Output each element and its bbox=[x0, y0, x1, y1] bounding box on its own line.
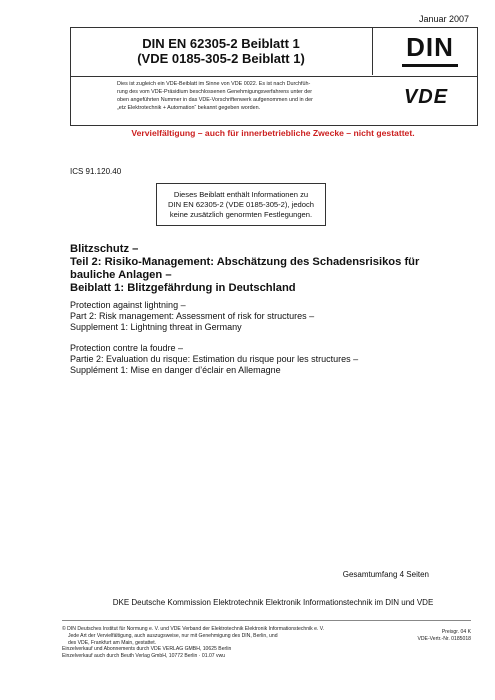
info-box-line: Dieses Beiblatt enthält Informationen zu bbox=[173, 189, 309, 199]
title-french bbox=[70, 343, 476, 376]
vde-order-number: VDE-Vertr.-Nr. 0185018 bbox=[417, 635, 471, 642]
title-german-line: bauliche Anlagen – bbox=[70, 269, 172, 281]
vde-notice-line: oben angeführten Nummer in das VDE-Vorschriftenwerk aufgenommen und in der bbox=[117, 97, 313, 103]
title-english-line: Protection against lightning – bbox=[70, 300, 186, 310]
info-box-line: keine zusätzlich genormten Festlegungen. bbox=[169, 209, 313, 219]
vde-notice-line: rung des vom VDE-Präsidium beschlossenen Genehmigungsverfahrens unter der bbox=[117, 89, 313, 95]
total-pages: Gesamtumfang 4 Seiten bbox=[342, 570, 429, 579]
title-english-line: Part 2: Risk management: Assessment of risk for structures – bbox=[70, 311, 315, 321]
footer-line: Jede Art der Vervielfältigung, auch auszugsweise, nur mit Genehmigung des DIN, Berlin, und bbox=[68, 632, 278, 639]
info-box-line: DIN EN 62305-2 (VDE 0185-305-2), jedoch bbox=[167, 199, 315, 209]
price-info bbox=[417, 629, 471, 643]
title-french-line: Protection contre la foudre – bbox=[70, 343, 184, 353]
vde-notice bbox=[117, 80, 367, 112]
title-german-line: Blitzschutz – bbox=[70, 243, 139, 255]
price-group: Preisgr. 04 K bbox=[441, 629, 471, 635]
vde-logo: VDE bbox=[403, 86, 449, 108]
dke-committee: DKE Deutsche Kommission Elektrotechnik Elektronik Informationstechnik im DIN und VDE bbox=[112, 598, 434, 607]
footer-line: © DIN Deutsches Institut für Normung e. V. und VDE Verband der Elektrotechnik Elektronik Informationstechnik e. V. bbox=[62, 626, 325, 632]
title-english bbox=[70, 300, 476, 333]
title-german-line: Teil 2: Risiko-Management: Abschätzung des Schadensrisikos für bbox=[70, 256, 420, 268]
vde-notice-line: „etz Elektrotechnik + Automation“ bekannt gegeben worden. bbox=[117, 105, 261, 111]
standard-number: DIN EN 62305-2 Beiblatt 1 bbox=[142, 36, 300, 51]
title-english-line: Supplement 1: Lightning threat in Germany bbox=[70, 322, 242, 332]
document-title-box bbox=[70, 27, 373, 75]
title-french-line: Partie 2: Evaluation du risque: Estimation du risque pour les structures – bbox=[70, 354, 359, 364]
copyright-footer bbox=[62, 626, 392, 660]
title-french-line: Supplément 1: Mise en danger d’éclair en Allemagne bbox=[70, 365, 281, 375]
vde-number: (VDE 0185-305-2 Beiblatt 1) bbox=[137, 51, 305, 66]
title-german bbox=[70, 243, 476, 295]
info-box bbox=[156, 183, 326, 226]
footer-line: Einzelverkauf auch durch Beuth Verlag GmbH, 10772 Berlin · 01.07 vwu bbox=[62, 653, 226, 660]
ics-code: ICS 91.120.40 bbox=[70, 167, 122, 176]
vde-notice-line: Dies ist zugleich ein VDE-Beiblatt im Sinne von VDE 0022. Es ist nach Durchfüh- bbox=[117, 81, 311, 87]
reproduction-notice: Vervielfältigung – auch für innerbetriebliche Zwecke – nicht gestattet. bbox=[131, 128, 415, 138]
footer-line: Einzelverkauf und Abonnements durch VDE VERLAG GMBH, 10625 Berlin bbox=[62, 646, 232, 653]
footer-divider bbox=[62, 620, 471, 621]
din-logo: DIN bbox=[402, 33, 458, 67]
issue-date: Januar 2007 bbox=[418, 14, 469, 24]
footer-line: des VDE, Frankfurt am Main, gestattet. bbox=[68, 639, 157, 646]
title-german-line: Beiblatt 1: Blitzgefährdung in Deutschland bbox=[70, 282, 296, 294]
